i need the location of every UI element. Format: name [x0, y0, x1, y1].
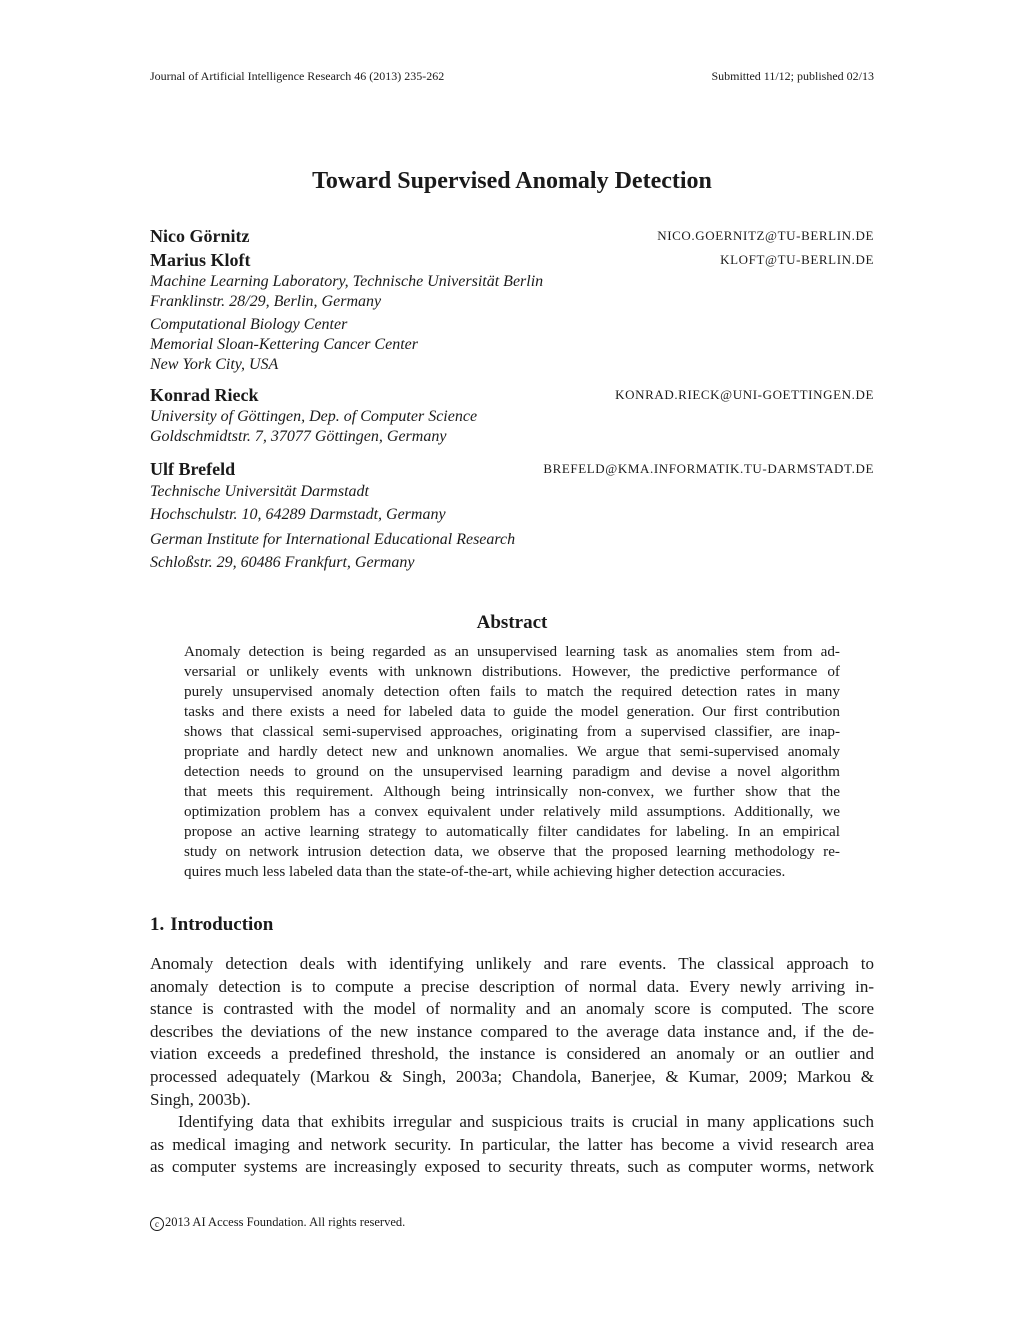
- affiliation-line: Franklinstr. 28/29, Berlin, Germany: [150, 293, 382, 310]
- abstract-line: study on network intrusion detection data, we observe that the proposed learning methodology re-: [184, 843, 840, 860]
- affiliation-darmstadt: [150, 482, 650, 525]
- body-line: Anomaly detection deals with identifying unlikely and rare events. The classical approach to: [150, 954, 874, 973]
- body-line: anomaly detection is to compute a precise description of normal data. Every newly arriving in-: [150, 976, 874, 996]
- author-email: NICO.GOERNITZ@TU-BERLIN.DE: [657, 228, 874, 243]
- abstract-line: purely unsupervised anomaly detection often fails to match the required detection rates in many: [184, 683, 840, 700]
- abstract-line: optimization problem has a convex equivalent under relatively mild assumptions. Additionally, we: [184, 803, 840, 820]
- affiliation-line: Computational Biology Center: [150, 316, 348, 333]
- abstract-line: versarial or unlikely events with unknown distributions. However, the predictive performance of: [184, 663, 840, 680]
- author-name: Ulf Brefeld: [150, 459, 236, 479]
- affiliation-line: Memorial Sloan-Kettering Cancer Center: [150, 336, 418, 353]
- abstract-line: detection needs to ground on the unsupervised learning paradigm and devise a novel algorithm: [184, 763, 840, 780]
- abstract-line: Anomaly detection is being regarded as an unsupervised learning task as anomalies stem from ad-: [184, 643, 840, 660]
- author-email: KLOFT@TU-BERLIN.DE: [720, 252, 874, 267]
- paper-title: Toward Supervised Anomaly Detection: [312, 168, 712, 194]
- body-line: Identifying data that exhibits irregular and suspicious traits is crucial in many applications such: [178, 1112, 874, 1132]
- abstract-line: propose an active learning strategy to automatically filter candidates for labeling. In an empirical: [184, 823, 840, 840]
- affiliation-line: German Institute for International Educational Research: [150, 531, 516, 548]
- author-row: [150, 249, 874, 271]
- affiliation-line: Technische Universität Darmstadt: [150, 483, 369, 500]
- abstract-line: tasks and there exists a need for labeled data to guide the model generation. Our first contribution: [184, 703, 840, 720]
- abstract-line: that meets this requirement. Although being intrinsically non-convex, we further show that the: [184, 783, 840, 800]
- running-head: [150, 68, 874, 84]
- section-title: Introduction: [170, 914, 274, 935]
- author-row: [150, 225, 874, 247]
- author-name: Marius Kloft: [150, 250, 251, 270]
- body-line: viation exceeds a predefined threshold, the instance is considered an anomaly or an outlier and: [150, 1044, 874, 1064]
- journal-citation: Journal of Artificial Intelligence Research 46 (2013) 235-262: [150, 69, 445, 83]
- affiliation-line: New York City, USA: [150, 356, 279, 373]
- affiliation-line: Hochschulstr. 10, 64289 Darmstadt, Germany: [150, 506, 446, 523]
- section-number: 1.: [150, 914, 165, 935]
- body-line: as medical imaging and network security. In particular, the latter has become a vivid research area: [150, 1134, 874, 1154]
- body-line: stance is contrasted with the model of normality and an anomaly score is computed. The score: [150, 999, 874, 1019]
- affiliation-cbc: [150, 315, 650, 375]
- abstract-line: propriate and hardly detect new and unknown anomalies. We argue that semi-supervised anomaly: [184, 743, 840, 760]
- affiliation-line: Machine Learning Laboratory, Technische Universität Berlin: [150, 273, 544, 290]
- copyright-symbol: c: [150, 1217, 164, 1231]
- author-row: [150, 384, 874, 406]
- affiliation-line: Goldschmidtstr. 7, 37077 Göttingen, Germany: [150, 428, 447, 445]
- body-line: describes the deviations of the new instance compared to the average data instance and, if the de-: [150, 1021, 874, 1041]
- abstract-body: [184, 642, 840, 882]
- affiliation-dipf: [150, 530, 650, 573]
- body-line: as computer systems are increasingly exposed to security threats, such as computer worms, network: [150, 1157, 874, 1177]
- author-row: [150, 458, 874, 480]
- author-email: KONRAD.RIECK@UNI-GOETTINGEN.DE: [615, 387, 874, 402]
- section-heading: [150, 913, 750, 937]
- affiliation-mlab: [150, 272, 650, 312]
- affiliation-line: University of Göttingen, Dep. of Computer Science: [150, 408, 478, 425]
- copyright-footer: [150, 1214, 650, 1231]
- copyright-text: 2013 AI Access Foundation. All rights reserved.: [165, 1215, 406, 1229]
- body-line: processed adequately (Markou & Singh, 2003a; Chandola, Banerjee, & Kumar, 2009; Markou &: [150, 1066, 874, 1086]
- affiliation-goettingen: [150, 407, 650, 447]
- abstract-heading: Abstract: [476, 612, 548, 633]
- abstract-line: shows that classical semi-supervised approaches, originating from a supervised classifier, are inap-: [184, 723, 840, 740]
- author-name: Nico Görnitz: [150, 226, 250, 246]
- affiliation-line: Schloßstr. 29, 60486 Frankfurt, Germany: [150, 554, 415, 571]
- introduction-body: [150, 953, 874, 1179]
- author-name: Konrad Rieck: [150, 385, 259, 405]
- abstract-line: quires much less labeled data than the state-of-the-art, while achieving higher detection accuracies.: [184, 863, 786, 880]
- body-line: Singh, 2003b).: [150, 1089, 251, 1109]
- author-email: BREFELD@KMA.INFORMATIK.TU-DARMSTADT.DE: [543, 461, 874, 476]
- submission-dates: Submitted 11/12; published 02/13: [711, 69, 874, 83]
